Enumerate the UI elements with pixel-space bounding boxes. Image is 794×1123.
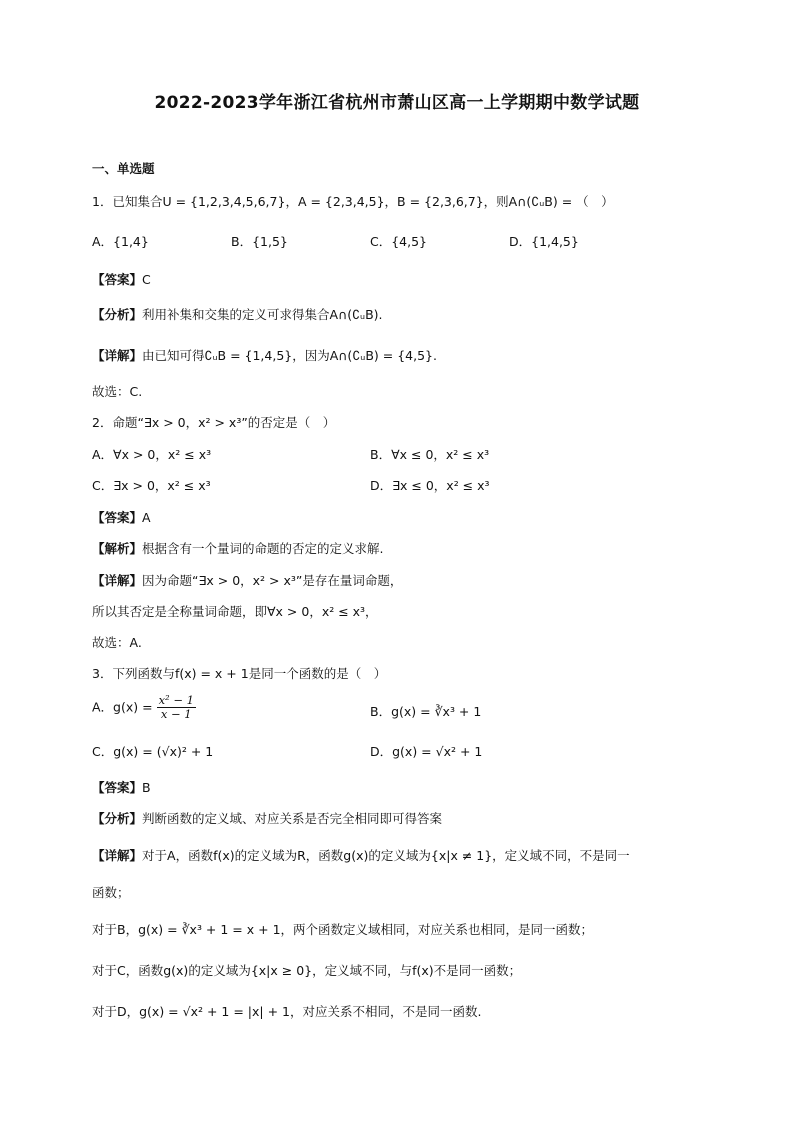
- answer-tag: 【答案】: [92, 780, 143, 795]
- q1-conclusion: 故选：C.: [92, 384, 143, 399]
- q2-option-b: B．∀x ≤ 0，x² ≤ x³: [370, 447, 490, 462]
- q3-option-a-fraction: [157, 694, 196, 721]
- q3-detail-a-cont: 函数；: [92, 885, 130, 900]
- analysis-tag: 【解析】: [92, 541, 143, 556]
- q3-option-a: [92, 694, 196, 721]
- q1-option-b: B．{1,5}: [231, 234, 288, 249]
- q2-analysis: [92, 540, 384, 558]
- detail-text: 因为命题“∃x > 0，x² > x³”是存在量词命题，: [142, 573, 403, 588]
- detail-tag: 【详解】: [92, 348, 143, 363]
- q2-detail: [92, 572, 402, 590]
- q2-stem: 2．命题“∃x > 0，x² > x³”的否定是（ ）: [92, 415, 336, 430]
- q3-stem: 3．下列函数与f(x) = x + 1是同一个函数的是（ ）: [92, 666, 387, 681]
- q3-answer: [92, 779, 151, 797]
- q3-analysis: [92, 810, 442, 828]
- fraction-denominator: x − 1: [160, 707, 192, 721]
- detail-text: 对于A，函数f(x)的定义域为R，函数g(x)的定义域为{x|x ≠ 1}，定义域不同，不是同一: [142, 848, 630, 863]
- q3-detail-b: 对于B，g(x) = ∛x³ + 1 = x + 1，两个函数定义域相同，对应关系也相同，是同一函数；: [92, 922, 594, 937]
- q2-option-d: D．∃x ≤ 0，x² ≤ x³: [370, 478, 490, 493]
- analysis-tag: 【分析】: [92, 811, 143, 826]
- analysis-text: 根据含有一个量词的命题的否定的定义求解.: [142, 541, 384, 556]
- fraction-numerator: x² − 1: [158, 693, 194, 707]
- detail-text: 由已知可得∁ᵤB = {1,4,5}，因为A∩(∁ᵤB) = {4,5}.: [142, 348, 437, 363]
- q1-stem: 1．已知集合U = {1,2,3,4,5,6,7}，A = {2,3,4,5}，B = {2,3,6,7}，则A∩(∁ᵤB) = （ ）: [92, 194, 614, 209]
- q3-detail-d: 对于D，g(x) = √x² + 1 = |x| + 1，对应关系不相同，不是同一函数.: [92, 1004, 482, 1019]
- analysis-text: 判断函数的定义域、对应关系是否完全相同即可得答案: [142, 811, 443, 826]
- answer-value: C: [142, 272, 151, 287]
- analysis-tag: 【分析】: [92, 307, 143, 322]
- q2-option-c: C．∃x > 0，x² ≤ x³: [92, 478, 211, 493]
- q2-option-a: A．∀x > 0，x² ≤ x³: [92, 447, 212, 462]
- answer-value: B: [142, 780, 151, 795]
- q3-detail: [92, 847, 630, 865]
- q2-conclusion: 故选：A.: [92, 635, 142, 650]
- detail-tag: 【详解】: [92, 848, 143, 863]
- q1-answer: [92, 271, 151, 289]
- q1-analysis: [92, 306, 383, 324]
- detail-tag: 【详解】: [92, 573, 143, 588]
- q1-detail: [92, 347, 437, 365]
- q1-option-c: C．{4,5}: [370, 234, 428, 249]
- q3-option-b: B．g(x) = ∛x³ + 1: [370, 704, 482, 719]
- answer-value: A: [142, 510, 151, 525]
- q3-option-d: D．g(x) = √x² + 1: [370, 744, 483, 759]
- answer-tag: 【答案】: [92, 272, 143, 287]
- q1-option-a: A．{1,4}: [92, 234, 149, 249]
- page-title: 2022-2023学年浙江省杭州市萧山区高一上学期期中数学试题: [154, 93, 640, 113]
- q3-option-c: C．g(x) = (√x)² + 1: [92, 744, 214, 759]
- answer-tag: 【答案】: [92, 510, 143, 525]
- q3-detail-c: 对于C，函数g(x)的定义域为{x|x ≥ 0}，定义域不同，与f(x)不是同一函数；: [92, 963, 522, 978]
- section-heading: 一、单选题: [92, 161, 155, 176]
- q2-detail-cont: 所以其否定是全称量词命题，即∀x > 0，x² ≤ x³，: [92, 604, 378, 619]
- q3-option-a-prefix: A．g(x) =: [92, 699, 157, 715]
- analysis-text: 利用补集和交集的定义可求得集合A∩(∁ᵤB).: [142, 307, 383, 322]
- q2-answer: [92, 509, 151, 527]
- q1-option-d: D．{1,4,5}: [509, 234, 579, 249]
